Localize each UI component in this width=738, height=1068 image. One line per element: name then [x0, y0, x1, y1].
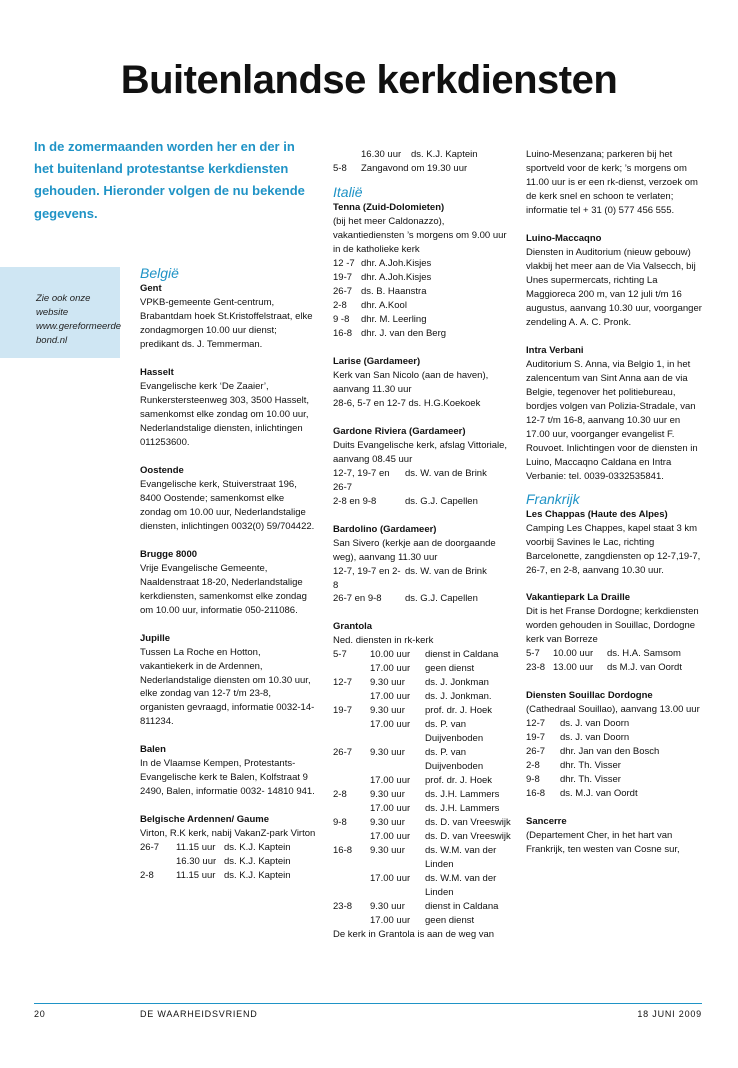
entry-title: Diensten Souillac Dordogne [526, 690, 653, 702]
row-date [333, 662, 370, 676]
row-preacher: ds. M.J. van Oordt [560, 788, 638, 800]
column-italie [333, 148, 511, 942]
row-preacher: dhr. A.Joh.Kisjes [361, 271, 432, 283]
row-date [333, 872, 370, 886]
entry-chappas [526, 508, 704, 578]
row-date: 19-7 [333, 271, 353, 283]
row-preacher: ds. K.J. Kaptein [224, 870, 291, 882]
row-date [333, 732, 370, 746]
schedule-row [333, 732, 511, 746]
row-date: 16-8 [526, 788, 546, 800]
entry-text: (Departement Cher, in het hart van Frankrijk, ten westen van Cosne sur, [526, 830, 680, 856]
entry-text: Kerk van San Nicolo (aan de haven), aanvang 11.30 uur [333, 369, 489, 395]
row-time: 10.00 uur [370, 649, 411, 661]
row-preacher: ds M.J. van Oordt [607, 662, 682, 674]
row-date: 5-8 [333, 162, 347, 174]
row-date: 12-7 [333, 677, 353, 689]
entry-text: Virton, R.K kerk, nabij VakanZ-park Virton [140, 828, 316, 840]
row-preacher: ds. J.H. Lammers [425, 803, 500, 815]
sidebar-note: Zie ook onze website www.gereformeerde bond.nl [36, 293, 122, 346]
entry-oostende [140, 464, 316, 534]
schedule-row [333, 565, 511, 593]
row-preacher: ds. W. van de Brink [405, 467, 487, 479]
schedule-row [526, 787, 704, 801]
row-preacher: dhr. A.Kool [361, 299, 407, 311]
row-time: 17.00 uur [370, 663, 411, 675]
row-preacher: geen dienst [425, 663, 475, 675]
row-preacher: dienst in Caldana [425, 649, 499, 661]
schedule-row [333, 467, 511, 495]
entry-text: Duits Evangelische kerk, afslag Vittoriale, aanvang 08.45 uur [333, 439, 508, 465]
entry-bardolino [333, 523, 511, 607]
row-time: 16.30 uur [361, 149, 402, 160]
row-preacher: ds. J. Jonkman [425, 677, 489, 689]
schedule-row [526, 759, 704, 773]
row-preacher: dhr. J. van den Berg [361, 327, 447, 339]
row-date: 16-8 [333, 845, 353, 857]
row-date [333, 914, 370, 928]
entry-luino [526, 232, 704, 330]
row-date: 2-8 en 9-8 [333, 495, 377, 507]
row-date: 19-7 [526, 732, 546, 744]
entry-title: Luino-Maccaqno [526, 232, 602, 244]
schedule-row [333, 872, 511, 886]
entry-gent [140, 282, 316, 352]
entry-title: Brugge 8000 [140, 548, 198, 560]
row-preacher: ds. B. Haanstra [361, 285, 427, 297]
row-time: 9.30 uur [370, 845, 405, 857]
row-date: 23-8 [526, 662, 546, 674]
country-heading-italie: Italië [333, 183, 363, 200]
row-date: 5-7 [526, 648, 540, 660]
row-time: 17.00 uur [370, 831, 411, 843]
entry-title: Grantola [333, 621, 373, 633]
row-preacher: Duijvenboden [425, 733, 484, 745]
row-preacher: ds. K.J. Kaptein [411, 149, 478, 160]
entry-title: Sancerre [526, 816, 567, 828]
row-preacher: geen dienst [425, 915, 475, 927]
row-time: 17.00 uur [370, 719, 411, 731]
schedule-row [526, 773, 704, 787]
schedule-row [333, 662, 511, 676]
row-preacher: Duijvenboden [425, 761, 484, 773]
schedule-row [526, 731, 704, 745]
page-title: Buitenlandse kerkdiensten [120, 58, 618, 102]
schedule-row [333, 886, 511, 900]
entry-title: Tenna (Zuid-Dolomieten) [333, 201, 445, 213]
entry-title: Bardolino (Gardameer) [333, 523, 437, 535]
schedule-row [333, 746, 511, 760]
entry-text: Evangelische kerk ‘De Zaaier’, Runkerstersteenweg 303, 3500 Hasselt, samenkomst elke zondag om 10.00 uur, Nederlandstalige diensten, inlichtingen 011253600. [140, 380, 309, 448]
schedule-row [333, 830, 511, 844]
schedule-row [333, 774, 511, 788]
entry-text: (Cathedraal Souillao), aanvang 13.00 uur [526, 704, 700, 716]
row-preacher: ds. H.A. Samsom [607, 648, 681, 660]
row-preacher: ds. P. van [425, 719, 467, 731]
row-date [333, 802, 370, 816]
row-time: 13.00 uur [553, 662, 594, 674]
row-preacher: prof. dr. J. Hoek [425, 705, 493, 717]
row-date: 26-7 [333, 747, 353, 759]
row-date: 26-7 [333, 285, 353, 297]
entry-hasselt [140, 366, 316, 450]
row-preacher: ds. J.H. Lammers [425, 789, 500, 801]
row-time: 16.30 uur [176, 856, 217, 868]
schedule-row [333, 718, 511, 732]
row-date: 26-7 [140, 842, 160, 854]
column-right [526, 148, 704, 857]
row-preacher: ds. K.J. Kaptein [224, 842, 291, 854]
entry-text: (bij het meer Caldonazzo), vakantiediensten ’s morgens om 9.00 uur in de katholieke kerk [333, 215, 507, 255]
entry-title: Les Chappas (Haute des Alpes) [526, 508, 668, 520]
entry-title: Hasselt [140, 366, 174, 378]
footer-divider [34, 1003, 702, 1004]
row-time [370, 732, 425, 746]
schedule-row [526, 717, 704, 731]
row-time [370, 858, 425, 872]
entry-jupille [140, 632, 316, 730]
schedule-row [333, 914, 511, 928]
row-date: 26-7 [526, 746, 546, 758]
schedule-row [140, 855, 316, 869]
row-date: 2-8 [526, 760, 540, 772]
row-preacher: Linden [425, 859, 454, 871]
schedule-row [333, 257, 511, 271]
row-time: 17.00 uur [370, 873, 411, 885]
row-date [333, 148, 361, 162]
row-date [333, 858, 370, 872]
entry-text: Vrije Evangelische Gemeente, Naaldenstraat 18-20, Nederlandstalige kerkdiensten, samenkomst elke zondag om 10.00 uur, informatie 050-211086. [140, 562, 307, 616]
entry-ardennen [140, 813, 316, 883]
schedule-row [526, 745, 704, 759]
row-preacher: dhr. Jan van den Bosch [560, 746, 660, 758]
row-date [333, 690, 370, 704]
entry-text: Camping Les Chappes, kapel staat 3 km voorbij Savines le Lac, richting Barcelonette, zangdiensten op 12-7,19-7, 26-7, en 2-8, aanvang 10.30 uur. [526, 522, 701, 576]
row-preacher: ds. K.J. Kaptein [224, 856, 291, 868]
row-time: 17.00 uur [370, 803, 411, 815]
row-date: 2-8 [333, 789, 347, 801]
row-time: 17.00 uur [370, 691, 411, 703]
row-preacher: ds. D. van Vreeswijk [425, 831, 511, 843]
intro-text: In de zomermaanden worden her en der in het buitenland protestantse kerkdiensten gehouden. Hieronder volgen de nu bekende gegevens. [34, 139, 305, 221]
schedule-row [333, 844, 511, 858]
schedule-row [333, 313, 511, 327]
entry-gardone [333, 425, 511, 509]
schedule-row [333, 285, 511, 299]
row-time: Zangavond om 19.30 uur [361, 162, 468, 174]
row-date [333, 760, 370, 774]
entry-text: VPKB-gemeente Gent-centrum, Brabantdam hoek St.Kristoffelstraat, elke zondagmorgen 10.00 uur dienst; predikant ds. J. Temmerman. [140, 296, 313, 350]
entry-title: Balen [140, 744, 166, 756]
entry-title: Intra Verbani [526, 344, 584, 356]
schedule-row [333, 858, 511, 872]
schedule-row [526, 661, 704, 675]
row-date: 23-8 [333, 901, 353, 913]
row-time [370, 760, 425, 774]
schedule-row [333, 816, 511, 830]
row-preacher: ds. D. van Vreeswijk [425, 817, 511, 829]
entry-grantola-continued [526, 148, 704, 218]
row-date: 5-7 [333, 649, 347, 661]
row-date [333, 886, 370, 900]
entry-text: Evangelische kerk, Stuiverstraat 196, 8400 Oostende; samenkomst elke zondag om 10.00 uur, Nederlandstalige diensten, inlichtingen 0032(0) 59/704422. [140, 478, 315, 532]
page-number: 20 [34, 1009, 46, 1019]
schedule-row [333, 148, 511, 162]
entry-text: Diensten in Auditorium (nieuw gebouw) vlakbij het meer aan de Via Valsecch, bij Unes supermercats, richting La Maggioreca 200 m, van 12 juli t/m 16 augustus, aanvang 10.30 uur, voorganger zendeling A. A. C. Pronk. [526, 246, 702, 328]
entry-title: Gent [140, 283, 162, 294]
row-date: 9-8 [333, 817, 347, 829]
entry-title: Jupille [140, 632, 171, 644]
entry-text: San Sivero (kerkje aan de doorgaande weg), aanvang 11.30 uur [333, 537, 496, 563]
row-date: 2-8 [140, 870, 154, 882]
row-time: 11.15 uur [176, 842, 216, 854]
row-date: 26-7 en 9-8 [333, 593, 382, 605]
schedule-table [333, 648, 511, 928]
issue-date: 18 JUNI 2009 [637, 1009, 702, 1019]
entry-title: Oostende [140, 464, 184, 476]
entry-text: Auditorium S. Anna, via Belgio 1, in het zalencentum van Sint Anna aan de via Belgie, tegenover het politiebureau, bordjes volgen van Polizia-Stradale, van 12-7 t/m 16-8, aanvang 10.30 uur en 17.00 uur, voorganger evangelist F. Rouvoet. Inlichtingen voor de diensten in Luino, Maccaqno Caldana en Intra Verbanie: tel. 0039-0332535841. [526, 358, 698, 482]
entry-text: In de Vlaamse Kempen, Protestants-Evangelische kerk te Balen, Kolfstraat 9 2490, Balen, informatie 0032- 14810 941. [140, 758, 315, 798]
schedule-row [333, 299, 511, 313]
row-date [333, 774, 370, 788]
row-date: 12-7 [526, 718, 546, 730]
column-belgie [140, 264, 316, 883]
entry-text: Dit is het Franse Dordogne; kerkdiensten worden gehouden in Souillac, Dordogne kerk van Borreze [526, 606, 699, 646]
schedule-row [333, 802, 511, 816]
row-preacher: ds. J. van Doorn [560, 732, 630, 744]
row-date: 19-7 [333, 705, 353, 717]
schedule-row [333, 760, 511, 774]
entry-title: Gardone Riviera (Gardameer) [333, 425, 466, 437]
row-preacher: ds. J. van Doorn [560, 718, 630, 730]
row-date: 16-8 [333, 327, 353, 339]
entry-text: Ned. diensten in rk-kerk [333, 635, 434, 647]
row-preacher: ds. J. Jonkman. [425, 691, 492, 703]
entry-title: Belgische Ardennen/ Gaume [140, 814, 269, 826]
schedule-row [526, 647, 704, 661]
entry-text: Luino-Mesenzana; parkeren bij het sportveld voor de kerk; ’s morgens om 11.00 uur is er een rk-dienst, verzoek om de kerk snel en schoon te verlaten; informatie tel + 31 (0) 577 456 555. [526, 149, 698, 216]
row-preacher: ds. W.M. van der [425, 873, 497, 885]
entry-balen [140, 743, 316, 799]
row-preacher: dhr. A.Joh.Kisjes [361, 257, 432, 269]
entry-tenna [333, 201, 511, 341]
schedule-row [333, 495, 511, 509]
entry-intra [526, 344, 704, 484]
row-time: 9.30 uur [370, 789, 405, 801]
row-time: 17.00 uur [370, 915, 411, 927]
country-heading-belgie: België [140, 265, 179, 281]
schedule-row [333, 690, 511, 704]
row-preacher: dhr. M. Leerling [361, 313, 427, 325]
publication-name: DE WAARHEIDSVRIEND [140, 1009, 258, 1019]
row-preacher: prof. dr. J. Hoek [425, 775, 493, 787]
schedule-row [140, 841, 316, 855]
row-date [333, 830, 370, 844]
row-preacher: ds. W.M. van der [425, 845, 497, 857]
row-date [140, 855, 176, 869]
entry-draille [526, 591, 704, 675]
row-date: 9-8 [526, 774, 540, 786]
row-date: 9 -8 [333, 313, 350, 325]
row-date: 12-7, 19-7 en 26-7 [333, 467, 390, 493]
row-time: 11.15 uur [176, 870, 216, 882]
row-preacher: ds. W. van de Brink [405, 565, 487, 577]
row-preacher: ds. G.J. Capellen [405, 495, 478, 507]
entry-larise [333, 355, 511, 411]
row-preacher: Linden [425, 887, 454, 899]
schedule-row [333, 676, 511, 690]
schedule-row [333, 162, 511, 176]
entry-brugge [140, 548, 316, 618]
row-time [370, 886, 425, 900]
row-time: 9.30 uur [370, 901, 405, 913]
row-preacher: ds. P. van [425, 747, 467, 759]
row-date [333, 718, 370, 732]
entry-text: Tussen La Roche en Hotton, vakantiekerk in de Ardennen, Nederlandstalige diensten om 10.30 uur, elke zondag van 12-7 t/m 23-8, organisten gevraagd, informatie 0032-14-811234. [140, 646, 315, 728]
schedule-row [333, 592, 511, 606]
row-time: 9.30 uur [370, 705, 405, 717]
schedule-row [333, 900, 511, 914]
entry-title: Vakantiepark La Draille [526, 592, 631, 604]
schedule-row [333, 704, 511, 718]
row-time: 17.00 uur [370, 775, 411, 787]
schedule-row [333, 648, 511, 662]
row-time: 9.30 uur [370, 747, 405, 759]
row-preacher: dienst in Caldana [425, 901, 499, 913]
row-time: 10.00 uur [553, 648, 594, 660]
entry-grantola [333, 620, 511, 942]
row-date: 12 -7 [333, 257, 355, 269]
schedule-row [333, 271, 511, 285]
entry-sancerre [526, 815, 704, 857]
country-heading-frankrijk: Frankrijk [526, 490, 580, 507]
entry-line: 28-6, 5-7 en 12-7 ds. H.G.Koekoek [333, 397, 481, 409]
entry-souillac [526, 689, 704, 801]
row-preacher: dhr. Th. Visser [560, 760, 621, 772]
row-preacher: ds. G.J. Capellen [405, 593, 478, 605]
row-time: 9.30 uur [370, 677, 405, 689]
schedule-row [333, 788, 511, 802]
row-preacher: dhr. Th. Visser [560, 774, 621, 786]
schedule-row [333, 327, 511, 341]
entry-text: De kerk in Grantola is aan de weg van [333, 929, 495, 941]
schedule-row [140, 869, 316, 883]
row-time: 9.30 uur [370, 817, 405, 829]
row-date: 12-7, 19-7 en 2-8 [333, 565, 401, 591]
row-date: 2-8 [333, 299, 347, 311]
entry-title: Larise (Gardameer) [333, 355, 421, 367]
